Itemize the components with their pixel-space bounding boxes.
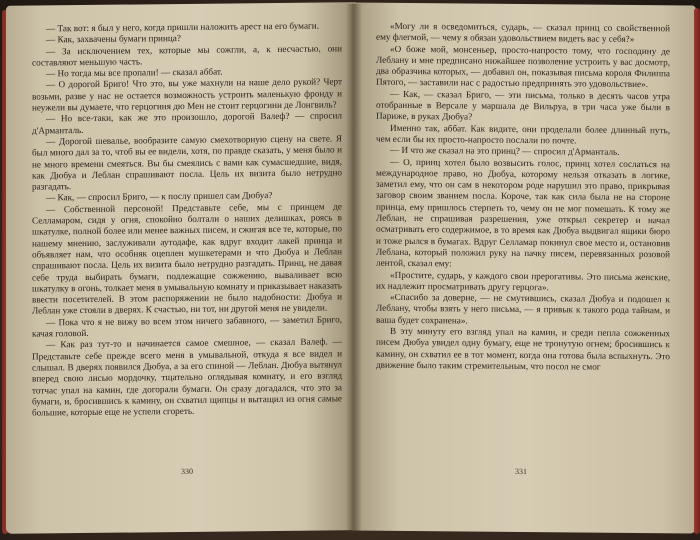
- paragraph: «Спасибо за доверие, — не смутившись, сказал Дюбуа и подошел к Леблану, чтобы взять у него письма, — я привык к такого рода тайнам, и ваша будет сохранена».: [376, 291, 670, 326]
- paragraph: — Дорогой шевалье, вообразите самую смехотворную сцену на свете. Я был много дал за то, чтоб вы ее видели, хотя, по правде сказать, у меня было и не много времени смеяться. Вы бы смеялись с вами как сумасшедшие, видя, как Дюбуа и Леблан спрашивают посла. Цель их визита было нетрудно разгадать.: [32, 133, 342, 192]
- paragraph: — Собственной персоной! Представьте себе, мы с принцем де Селламаром, сидя у огня, спокойно болтали о наших делишках, роясь в шкатулке, полной более или менее важных писем, и сжигая все те, которые, по нашему мнению, заслуживали аутодафе, как вдруг входит лакей принца и объявляет нам, что особняк оцеплен мушкетерами и что Дюбуа и Леблан спрашивают посла. Цель их визита было нетрудно разгадать. Принц, не давая себе труда выбирать бумаги, подлежащие сожжению, вываливает всю шкатулку в огонь, толкает меня в умывальную комнату и приказывает наказать ввести посетителей. В этом распоряжении не было надобности: Дюбуа и Леблан уже стояли в дверях. К счастью, ни тот, ни другой меня не увидели.: [32, 201, 342, 316]
- paragraph: — О, принц хотел было возвысить голос, принц хотел сослаться на международное право, но Дюбуа, которому нельзя отказать в логике, заметил ему, что он сам в некотором роде нарушил это право, прикрывая заговор своим званием посла. Короче, так как сила была не на стороне принца, ему пришлось стерпеть то, чему он не мог помешать. К тому же Леблан, не спрашивая разрешения, уже открыл секретер и начал осматривать его содержимое, в то время как Дюбуа выдвигал ящики бюро и тоже рылся в бумагах. Вдруг Селламар покинул свое место и, остановив Леблана, который положил руку на пачку писем, перевязанных розовой лентой, сказал ему:: [376, 156, 670, 269]
- right-page: [352, 2, 696, 533]
- paragraph: — Но все-таки, как же это произошло, дорогой Валеф? — спросил д'Арманталь.: [32, 110, 342, 136]
- paragraph: — Как, — сказал Бриго, — эти письма, только в десять часов утра отобранные в Версале у маршала де Вильруа, в три часа уже были в Париже, в руках Дюбуа?: [376, 88, 670, 122]
- book-cover-right-edge: [694, 8, 700, 534]
- open-book: [6, 4, 696, 536]
- paragraph: — Как, захвачены бумаги принца?: [46, 33, 181, 45]
- paragraph: «О боже мой, монсеньер, просто-напросто тому, что господину де Леблану и мне предписано нижайшее позволение устроить у вас досмотр, два образчика которых, — добавил он, показывая письма короля Филиппа Пятого, — заставили нас с радостью предпринять это удовольствие».: [376, 43, 670, 90]
- right-page-text: [376, 21, 670, 374]
- paragraph: — Так вот: я был у него, когда пришли наложить арест на его бумаги.: [46, 20, 319, 34]
- paragraph: — Пока что я не вижу во всем этом ничего забавного, — заметил Бриго, качая головой.: [32, 314, 342, 339]
- left-page-text: [32, 20, 342, 419]
- right-page-number: 331: [515, 466, 527, 476]
- paragraph: — Как, — спросил Бриго, — к послу пришел сам Дюбуа?: [46, 190, 273, 203]
- paragraph: «Простите, сударь, у каждого свои прерогативы. Это письма женские, их надлежит просматривать другу герцога».: [376, 269, 670, 293]
- paragraph: — И что же сказал на это принц? — спросил д'Арманталь.: [390, 145, 620, 158]
- paragraph: — За исключением тех, которые мы сожгли, а, к несчастью, они составляют меньшую часть.: [32, 42, 342, 68]
- left-page-number: 330: [181, 466, 193, 476]
- paragraph: — Как раз тут-то и начинается самое смешное, — сказал Валеф. — Представьте себе прежде всего меня в умывальной, откуда я все видел и слышал. В дверях появился Дюбуа, а за его спиной — Леблан. Дюбуа вытянул вперед свою лисью мордочку, тщательно оглядывая комнату, и его взгляд тотчас упал на камин, где догорали бумаги. Он сразу догадался, что это за бумаги, и, бросившись к камину, он схватил щипцы и вытащил из огня самые большие, которые еще не успели сгореть.: [32, 336, 342, 418]
- paragraph: В эту минуту его взгляд упал на камин, и среди пепла сожженных писем Дюбуа увидел одну бумагу, еще не тронутую огнем; бросившись к камину, он схватил ее в тот момент, когда она готова была вспыхнуть. Это движение было таким стремительным, что посол не смог: [376, 325, 670, 372]
- paragraph: «Могу ли я осведомиться, сударь, — сказал принц со свойственной ему флегмой, — чему я обязан удовольствием видеть вас у себя?»: [376, 20, 670, 45]
- paragraph: — О дорогой Бриго! Что это, вы уже махнули на наше дело рукой? Черт возьми, разве у нас не остается возможность устроить маленькую фронду и неужели вы думаете, что герцогиня дю Мен не стоит герцогини де Лонгвиль?: [32, 76, 342, 113]
- paragraph: — Но тогда мы все пропали! — сказал аббат.: [46, 66, 223, 79]
- paragraph: Именно так, аббат. Как видите, они проделали более длинный путь, чем если бы их просто-напросто послали по почте.: [376, 122, 670, 146]
- left-page: [6, 2, 356, 534]
